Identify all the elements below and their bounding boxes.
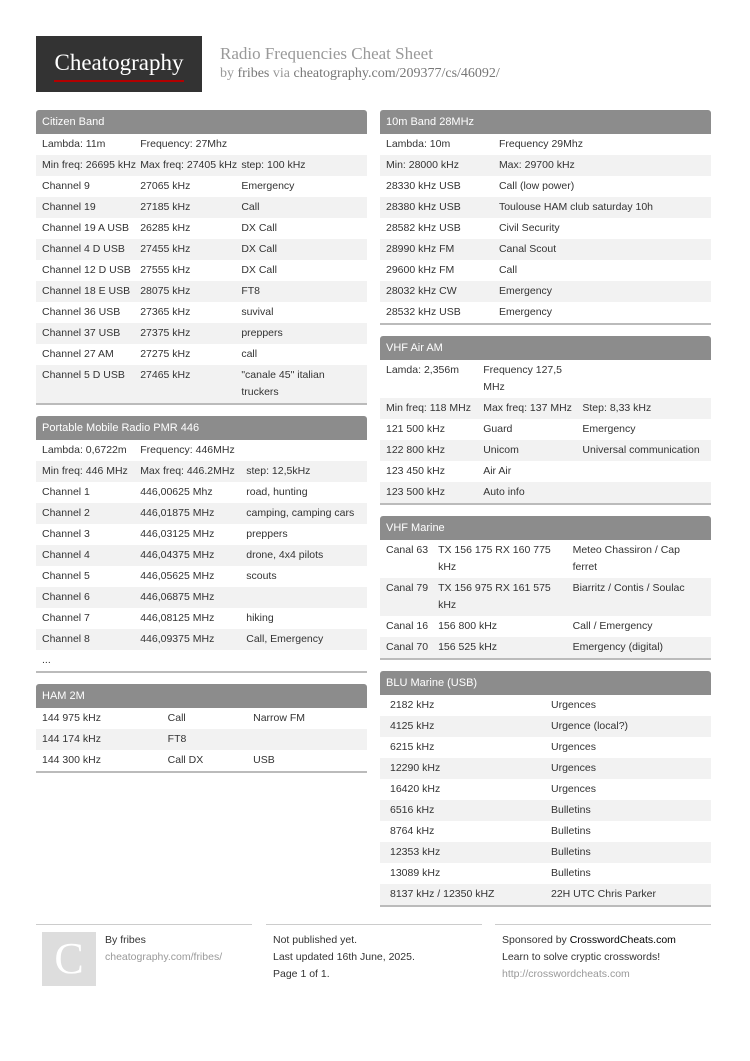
table-row	[380, 218, 711, 239]
table-cell: Channel 19	[42, 201, 96, 213]
table-row	[380, 800, 711, 821]
table-cell: 156 800 kHz	[438, 620, 498, 632]
table-rows	[380, 695, 711, 905]
table-row	[36, 750, 367, 771]
author-link[interactable]: fribes	[237, 66, 270, 81]
right-column	[380, 110, 711, 918]
table-cell: 121 500 kHz	[386, 423, 445, 435]
table-cell: 8764 kHz	[390, 825, 435, 837]
table-cell: 144 975 kHz	[42, 712, 101, 724]
by-word: by	[220, 66, 234, 81]
table-cell: scouts	[246, 570, 277, 582]
table-row	[36, 587, 367, 608]
section-title: 10m Band 28MHz	[380, 110, 711, 134]
table-row	[380, 758, 711, 779]
table-cell: 446,03125 MHz	[140, 528, 215, 540]
table-cell: Channel 6	[42, 591, 90, 603]
table-cell: 446,08125 MHz	[140, 612, 215, 624]
table-cell: FT8	[167, 733, 187, 745]
table-cell	[246, 442, 367, 459]
table-row	[380, 461, 711, 482]
table-cell: Lambda: 10m	[386, 138, 451, 150]
logo-underline	[54, 80, 184, 82]
sponsor-url[interactable]: http://crosswordcheats.com	[502, 968, 630, 980]
table-cell	[582, 362, 711, 396]
table-row	[380, 863, 711, 884]
table-cell: Channel 7	[42, 612, 90, 624]
table-cell: Urgence (local?)	[551, 720, 629, 732]
table-row	[36, 729, 367, 750]
table-row	[380, 842, 711, 863]
footer-author-url[interactable]: cheatography.com/fribes/	[105, 951, 223, 963]
table-rows	[36, 134, 367, 403]
table-cell: 6516 kHz	[390, 804, 435, 816]
footer-author-link[interactable]: fribes	[120, 934, 146, 946]
table-cell: Lambda: 0,6722m	[42, 444, 127, 456]
table-cell: Step: 8,33 kHz	[582, 402, 652, 414]
table-row	[380, 176, 711, 197]
table-cell: camping, camping cars	[246, 507, 355, 519]
table-cell	[582, 463, 711, 480]
footer-divider	[495, 924, 711, 925]
section-title: Citizen Band	[36, 110, 367, 134]
section-title: HAM 2M	[36, 684, 367, 708]
section-blu-marine	[380, 671, 711, 907]
table-row	[36, 440, 367, 461]
footer	[36, 924, 711, 994]
table-rows	[380, 134, 711, 323]
table-cell: Urgences	[551, 741, 596, 753]
table-cell: FT8	[241, 285, 260, 297]
table-row	[380, 281, 711, 302]
table-row	[36, 134, 367, 155]
table-cell: 446,00625 Mhz	[140, 486, 213, 498]
table-cell: Min freq: 118 MHz	[386, 402, 471, 414]
table-cell: 28075 kHz	[140, 285, 191, 297]
table-row	[36, 608, 367, 629]
table-cell: suvival	[241, 306, 274, 318]
table-cell: Channel 5 D USB	[42, 369, 125, 381]
table-cell	[246, 652, 367, 669]
table-row	[36, 302, 367, 323]
table-cell: Channel 27 AM	[42, 348, 114, 360]
section-vhf-marine	[380, 516, 711, 660]
section-pmr446	[36, 416, 367, 673]
table-cell: Emergency	[498, 306, 553, 318]
table-row	[36, 566, 367, 587]
table-cell: 144 300 kHz	[42, 754, 101, 766]
table-cell: Unicom	[483, 444, 519, 456]
table-rows	[36, 440, 367, 671]
table-cell	[246, 589, 367, 606]
table-row	[36, 650, 367, 671]
table-cell: Channel 4	[42, 549, 90, 561]
table-cell: 28330 kHz USB	[386, 180, 461, 192]
table-cell: Auto info	[483, 486, 525, 498]
table-cell: DX Call	[241, 222, 277, 234]
table-cell: Call, Emergency	[246, 633, 324, 645]
table-cell: Call	[498, 264, 518, 276]
table-cell: "canale 45" italian truckers	[241, 369, 325, 398]
table-cell	[241, 136, 367, 153]
table-row	[380, 398, 711, 419]
table-cell: 12290 kHz	[390, 762, 441, 774]
table-cell: 16420 kHz	[390, 783, 441, 795]
table-rows	[380, 540, 711, 658]
table-cell: step: 12,5kHz	[246, 465, 311, 477]
table-cell: Channel 8	[42, 633, 90, 645]
table-row	[36, 176, 367, 197]
table-cell: TX 156 975 RX 161 575 kHz	[438, 582, 551, 611]
table-cell: Channel 37 USB	[42, 327, 121, 339]
table-cell	[140, 652, 246, 669]
table-cell: Max freq: 446.2MHz	[140, 465, 235, 477]
table-cell: Canal 70	[386, 641, 429, 653]
page-title: Radio Frequencies Cheat Sheet	[220, 44, 433, 63]
table-cell: 27185 kHz	[140, 201, 191, 213]
table-cell: 26285 kHz	[140, 222, 191, 234]
table-row	[380, 540, 711, 578]
table-cell: Min freq: 26695 kHz	[42, 159, 136, 171]
footer-divider	[36, 924, 252, 925]
table-cell: Canal Scout	[498, 243, 557, 255]
table-cell: Canal 16	[386, 620, 429, 632]
table-cell: call	[241, 348, 258, 360]
left-column	[36, 110, 367, 784]
table-cell: 446,05625 MHz	[140, 570, 215, 582]
table-cell: preppers	[241, 327, 283, 339]
section-title: BLU Marine (USB)	[380, 671, 711, 695]
table-cell: Guard	[483, 423, 513, 435]
table-row	[36, 629, 367, 650]
table-cell: Call / Emergency	[572, 620, 653, 632]
table-cell: 27555 kHz	[140, 264, 191, 276]
table-cell: Universal communication	[582, 444, 700, 456]
table-cell: Call DX	[167, 754, 204, 766]
table-row	[380, 637, 711, 658]
table-cell: Canal 63	[386, 544, 429, 556]
table-cell: Canal 79	[386, 582, 429, 594]
table-cell: Urgences	[551, 699, 596, 711]
table-row	[36, 708, 367, 729]
table-cell: Bulletins	[551, 846, 591, 858]
by-label: By	[105, 934, 118, 946]
table-cell: 27375 kHz	[140, 327, 191, 339]
sponsor-tagline: Learn to solve cryptic crosswords!	[502, 951, 661, 963]
table-cell: 446,06875 MHz	[140, 591, 215, 603]
table-cell: Emergency	[241, 180, 295, 192]
table-row	[380, 360, 711, 398]
table-cell: road, hunting	[246, 486, 308, 498]
table-cell: DX Call	[241, 264, 277, 276]
table-cell: Narrow FM	[253, 712, 306, 724]
table-row	[36, 197, 367, 218]
table-cell: Meteo Chassiron / Cap ferret	[572, 544, 680, 573]
section-title: VHF Air AM	[380, 336, 711, 360]
table-cell: Emergency (digital)	[572, 641, 664, 653]
table-cell	[253, 731, 367, 748]
table-cell: 27065 kHz	[140, 180, 191, 192]
table-row	[380, 578, 711, 616]
table-cell: Channel 4 D USB	[42, 243, 125, 255]
table-cell: Frequency: 27Mhz	[140, 138, 228, 150]
table-cell: ...	[42, 654, 51, 666]
table-row	[36, 344, 367, 365]
author-avatar: C	[42, 932, 96, 986]
table-cell: 123 500 kHz	[386, 486, 445, 498]
table-row	[380, 482, 711, 503]
table-cell: Bulletins	[551, 867, 591, 879]
sponsor-link[interactable]: CrosswordCheats.com	[569, 934, 676, 946]
section-title: VHF Marine	[380, 516, 711, 540]
table-row	[380, 197, 711, 218]
section-title: Portable Mobile Radio PMR 446	[36, 416, 367, 440]
table-row	[380, 884, 711, 905]
byline	[220, 66, 500, 82]
table-row	[380, 737, 711, 758]
table-row	[36, 461, 367, 482]
table-rows	[380, 360, 711, 503]
cheatography-logo[interactable]	[36, 36, 202, 92]
table-cell: 28032 kHz CW	[386, 285, 457, 297]
table-cell: 123 450 kHz	[386, 465, 445, 477]
table-cell: 27465 kHz	[140, 369, 191, 381]
table-cell: Call	[241, 201, 260, 213]
table-row	[380, 260, 711, 281]
table-cell: 122 800 kHz	[386, 444, 445, 456]
table-cell: Emergency	[582, 423, 636, 435]
table-row	[36, 365, 367, 403]
table-cell: TX 156 175 RX 160 775 kHz	[438, 544, 551, 573]
footer-author-line	[105, 932, 146, 949]
table-cell: Urgences	[551, 762, 596, 774]
table-cell: Frequency 127,5 MHz	[483, 364, 563, 393]
table-cell: 28990 kHz FM	[386, 243, 455, 255]
table-row	[380, 155, 711, 176]
table-row	[36, 260, 367, 281]
table-cell: 156 525 kHz	[438, 641, 498, 653]
table-row	[380, 779, 711, 800]
table-cell: 2182 kHz	[390, 699, 435, 711]
table-cell: Lamda: 2,356m	[386, 364, 459, 376]
table-cell: Channel 3	[42, 528, 90, 540]
sheet-url-link[interactable]: cheatography.com/209377/cs/46092/	[293, 66, 500, 81]
table-cell: USB	[253, 754, 275, 766]
table-cell: 6215 kHz	[390, 741, 435, 753]
table-row	[380, 134, 711, 155]
table-cell: 22H UTC Chris Parker	[551, 888, 657, 900]
table-row	[36, 323, 367, 344]
section-vhf-air	[380, 336, 711, 505]
table-cell: Channel 9	[42, 180, 90, 192]
table-row	[36, 482, 367, 503]
table-cell: Max: 29700 kHz	[498, 159, 575, 171]
table-cell: 13089 kHz	[390, 867, 441, 879]
table-row	[36, 218, 367, 239]
logo-text: Cheatography	[54, 50, 184, 75]
last-updated: Last updated 16th June, 2025.	[273, 951, 415, 963]
table-cell: Channel 1	[42, 486, 90, 498]
via-word: via	[272, 66, 290, 81]
table-cell: Max freq: 27405 kHz	[140, 159, 238, 171]
table-cell: Civil Security	[498, 222, 560, 234]
section-10m-band	[380, 110, 711, 325]
table-row	[36, 503, 367, 524]
table-row	[380, 821, 711, 842]
table-cell: 29600 kHz FM	[386, 264, 455, 276]
table-cell: Urgences	[551, 783, 596, 795]
table-cell: Bulletins	[551, 804, 591, 816]
table-row	[36, 545, 367, 566]
page-number: Page 1 of 1.	[273, 968, 330, 980]
table-row	[36, 155, 367, 176]
table-cell: 4125 kHz	[390, 720, 435, 732]
table-cell: Min: 28000 kHz	[386, 159, 459, 171]
table-cell: Lambda: 11m	[42, 138, 106, 150]
table-cell: 28532 kHz USB	[386, 306, 461, 318]
table-row	[380, 716, 711, 737]
table-cell: 27275 kHz	[140, 348, 191, 360]
table-cell: 446,09375 MHz	[140, 633, 215, 645]
table-cell: Frequency 29Mhz	[498, 138, 583, 150]
section-ham-2m	[36, 684, 367, 773]
table-cell: 8137 kHz / 12350 kHZ	[390, 888, 495, 900]
table-cell: Channel 5	[42, 570, 90, 582]
table-cell: Channel 12 D USB	[42, 264, 131, 276]
table-cell: 28582 kHz USB	[386, 222, 461, 234]
table-row	[380, 440, 711, 461]
table-cell: Toulouse HAM club saturday 10h	[498, 201, 654, 213]
table-cell: 446,04375 MHz	[140, 549, 215, 561]
table-rows	[36, 708, 367, 771]
sponsored-label: Sponsored by	[502, 934, 567, 946]
table-row	[380, 419, 711, 440]
table-cell: 28380 kHz USB	[386, 201, 461, 213]
table-cell: Min freq: 446 MHz	[42, 465, 128, 477]
table-cell: Channel 36 USB	[42, 306, 121, 318]
table-row	[36, 281, 367, 302]
table-cell: Max freq: 137 MHz	[483, 402, 572, 414]
table-row	[380, 302, 711, 323]
table-cell: Bulletins	[551, 825, 591, 837]
table-cell: 27365 kHz	[140, 306, 191, 318]
table-cell: Frequency: 446MHz	[140, 444, 235, 456]
table-cell: preppers	[246, 528, 288, 540]
table-cell: Call (low power)	[498, 180, 575, 192]
table-cell: Air Air	[483, 465, 512, 477]
table-cell: 27455 kHz	[140, 243, 191, 255]
table-row	[380, 695, 711, 716]
table-row	[380, 239, 711, 260]
published-status: Not published yet.	[273, 934, 358, 946]
table-cell: step: 100 kHz	[241, 159, 306, 171]
table-cell: hiking	[246, 612, 274, 624]
table-row	[380, 616, 711, 637]
table-cell	[582, 484, 711, 501]
table-cell: 12353 kHz	[390, 846, 441, 858]
table-cell: Channel 19 A USB	[42, 222, 129, 234]
table-cell: 144 174 kHz	[42, 733, 101, 745]
table-cell: drone, 4x4 pilots	[246, 549, 324, 561]
section-citizen-band	[36, 110, 367, 405]
table-cell: 446,01875 MHz	[140, 507, 215, 519]
table-cell: DX Call	[241, 243, 277, 255]
table-cell: Biarritz / Contis / Soulac	[572, 582, 685, 594]
table-row	[36, 524, 367, 545]
table-cell: Channel 2	[42, 507, 90, 519]
sponsor-line	[502, 932, 676, 949]
table-row	[36, 239, 367, 260]
table-cell: Channel 18 E USB	[42, 285, 131, 297]
table-cell: Emergency	[498, 285, 553, 297]
footer-divider	[266, 924, 482, 925]
table-cell: Call	[167, 712, 186, 724]
